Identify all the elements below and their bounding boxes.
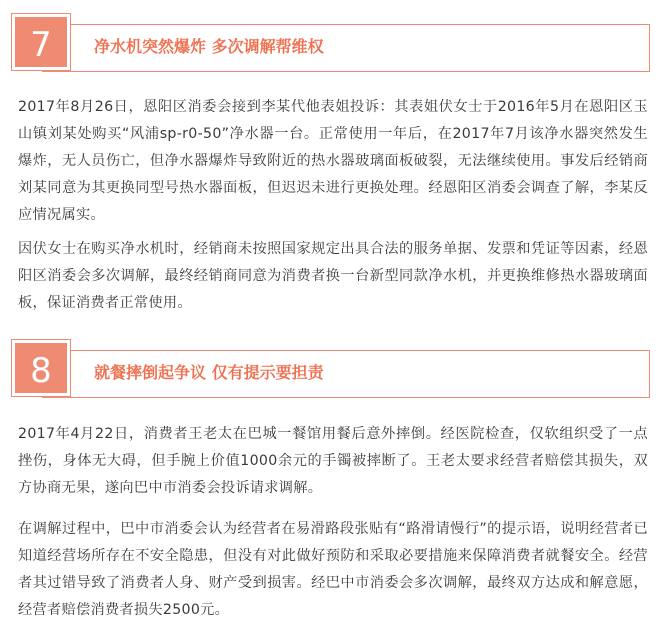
section-8-paragraph-2: 在调解过程中，巴中市消委会认为经营者在易滑路段张贴有“路滑请慢行”的提示语，说明经营者已知道经营场所存在不安全隐患，但没有对此做好预防和采取必要措施来保障消费者就餐安全。经营者其过错导致了消费者人身、财产受到损害。经巴中市消委会多次调解，最终双方达成和解意愿，经营者赔偿消费者损失2500元。 [18,521,648,618]
section-8-header [12,340,650,402]
section-7-number: 7 [12,14,70,70]
section-8-number: 8 [12,340,70,396]
section-7-title: 净水机突然爆炸 多次调解帮维权 [94,37,324,56]
section-7-header [12,14,650,76]
section-8-title: 就餐摔倒起争议 仅有提示要担责 [94,363,324,382]
section-7-paragraph-2: 因伏女士在购买净水机时，经销商未按照国家规定出具合法的服务单据、发票和凭证等因素，经恩阳区消委会多次调解，最终经销商同意为消费者换一台新型同款净水机，并更换维修热水器玻璃面板，保证消费者正常使用。 [18,241,648,311]
section-7-paragraph-1: 2017年8月26日，恩阳区消委会接到李某代他表姐投诉：其表姐伏女士于2016年5月在恩阳区玉山镇刘某处购买“风浦sp-r0-50”净水器一台。正常使用一年后，在2017年7月该净水器突然发生爆炸，无人员伤亡，但净水器爆炸导致附近的热水器玻璃面板破裂，无法继续使用。事发后经销商刘某同意为其更换同型号热水器面板，但迟迟未进行更换处理。经恩阳区消委会调查了解，李某反应情况属实。 [18,99,648,223]
section-8-paragraph-1: 2017年4月22日，消费者王老太在巴城一餐馆用餐后意外摔倒。经医院检查，仅软组织受了一点挫伤，身体无大碍，但手腕上价值1000余元的手镯被摔断了。王老太要求经营者赔偿其损失，双方协商无果，遂向巴中市消委会投诉请求调解。 [18,426,648,496]
